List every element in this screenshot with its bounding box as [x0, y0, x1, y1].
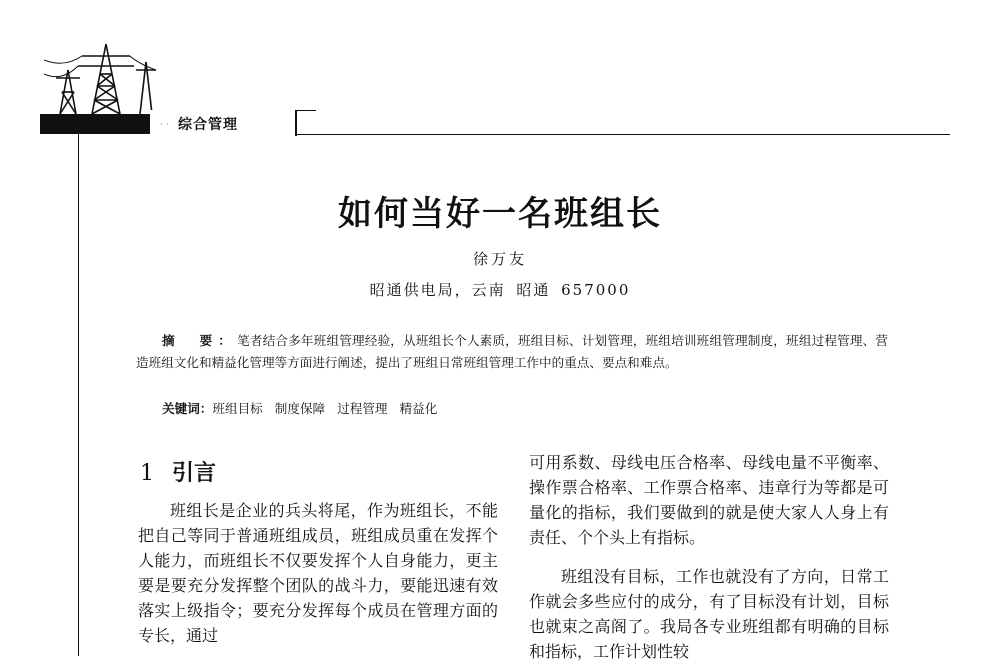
abstract-text: 笔者结合多年班组管理经验，从班组长个人素质，班组目标、计划管理，班组培训班组管理制度，班组过程管理、营造班组文化和精益化管理等方面进行阐述，提出了班组日常班组管理工作中的重点、要点和难点。: [136, 333, 889, 370]
section-title: 引言: [172, 460, 217, 486]
header-divider-top: [296, 110, 316, 111]
abstract-label: 摘 要：: [162, 333, 238, 348]
header-divider: [296, 110, 297, 136]
header-rule: [296, 134, 950, 135]
left-column: [138, 498, 498, 648]
body-paragraph: 可用系数、母线电压合格率、母线电量不平衡率、操作票合格率、工作票合格率、违章行为等都是可量化的指标，我们要做到的就是使大家人人身上有责任、个个头上有指标。: [529, 453, 889, 547]
body-paragraph: 班组长是企业的兵头将尾，作为班组长，不能把自己等同于普通班组成员，班组成员重在发挥个人能力，而班组长不仅要发挥个人自身能力，更主要是要充分发挥整个团队的战斗力，要能迅速有效落实上级指令；要充分发挥每个成员在管理方面的专长，通过: [138, 501, 498, 645]
article-title: 如何当好一名班组长: [338, 194, 662, 234]
keyword: 过程管理: [337, 401, 388, 416]
header-decorative-dots: · ·: [160, 120, 169, 130]
section-label: 综合管理: [178, 117, 238, 133]
body-paragraph: 班组没有目标，工作也就没有了方向，日常工作就会多些应付的成分，有了目标没有计划，目标也就束之高阁了。我局各专业班组都有明确的目标和指标，工作计划性较: [529, 567, 889, 661]
article-affiliation: 昭通供电局，云南 昭通 657000: [369, 281, 631, 299]
keyword: 班组目标: [212, 401, 263, 416]
keywords: [136, 398, 888, 420]
keywords-label: 关键词：: [162, 401, 213, 416]
abstract: [136, 330, 888, 374]
section-number: 1: [140, 461, 154, 486]
keyword: 精益化: [399, 401, 438, 416]
article-author: 徐万友: [472, 250, 527, 268]
section-heading: [140, 456, 216, 487]
right-column: [529, 450, 889, 664]
keyword: 制度保障: [274, 401, 326, 416]
